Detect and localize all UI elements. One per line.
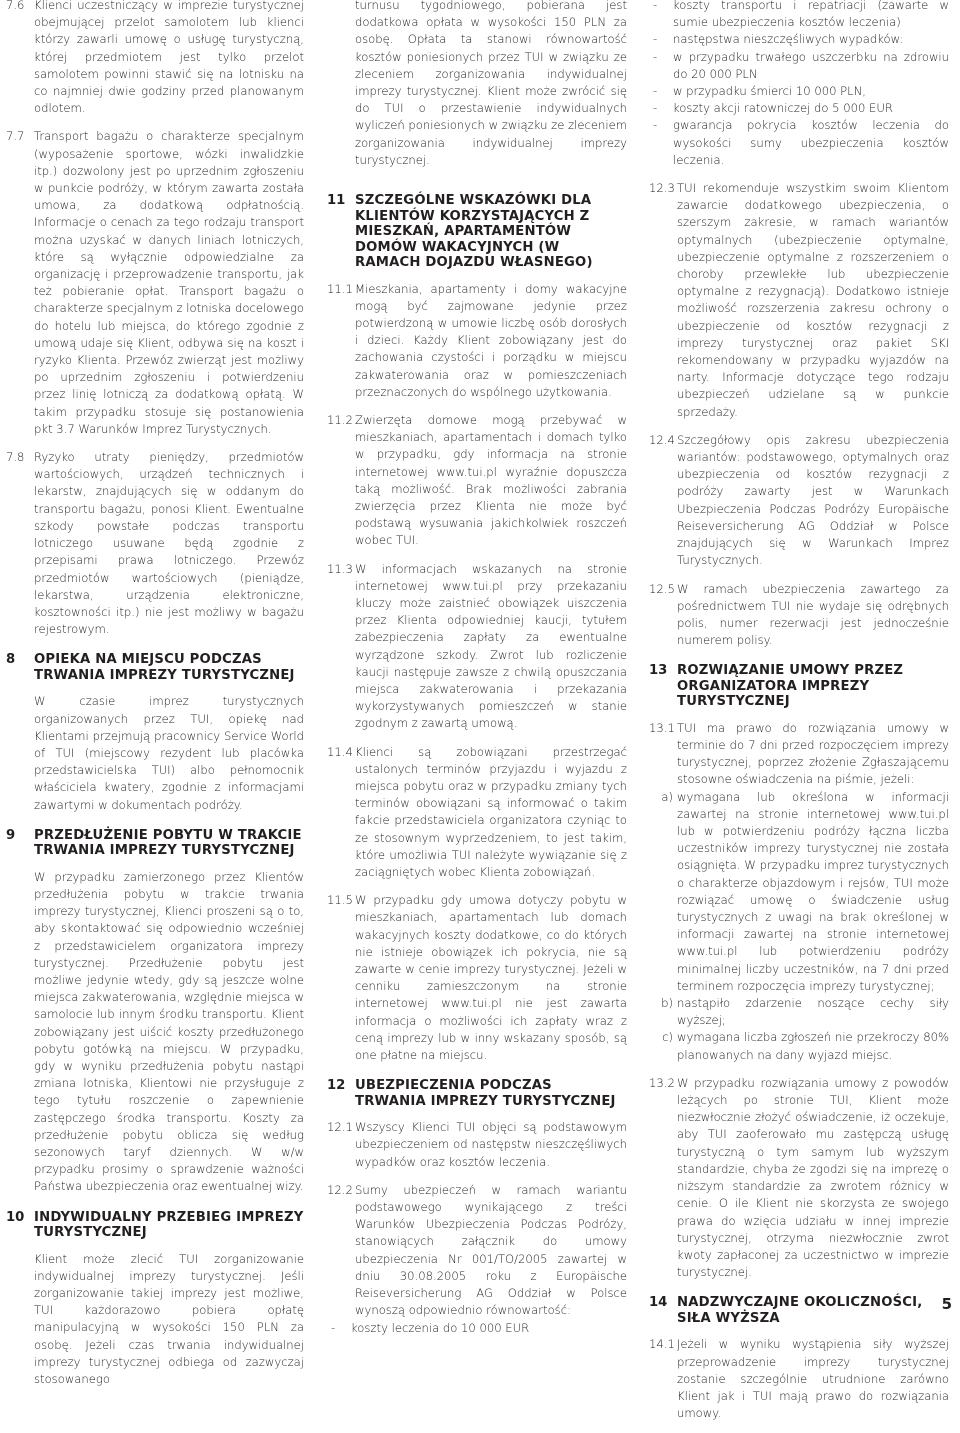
section-title: SZCZEGÓLNE WSKAZÓWKI DLA KLIENTÓW KORZYSTAJĄCYCH Z MIESZKAŃ, APARTAMENTÓW DOMÓW WAKACYJNYCH (W RAMACH DOJAZDU WŁASNEGO): [355, 193, 593, 271]
insurance-list: [327, 1320, 627, 1337]
list-item: [649, 31, 949, 48]
paragraph-11-5: [327, 892, 627, 1064]
list-item-text: koszty transportu i repatriacji (zawarte w sumie ubezpieczenia kosztów leczenia): [673, 0, 949, 30]
section-heading-11: [327, 193, 627, 271]
column-3: [649, 0, 949, 1433]
paragraph-number: 12.4: [649, 432, 675, 447]
section-number: 8: [6, 652, 16, 668]
paragraph-text: W przypadku rozwiązania umowy z powodów leżących po stronie TUI, Klient może niezwłocznie złożyć oświadczenie, iż oczekuje, aby TUI zaoferowało mu zastępczą usługę turystyczną o tym samym lub wyższym standardzie, chyba że zgodzi się na imprezę o niższym standardzie za zwrotem różnicy w cenie. O ile Klient nie skorzysta ze swojego prawa do wzięcia udziału w innej imprezie turystycznej, otrzyma niezwłocznie zwrot kwoty zapłaconej za uczestnictwo w imprezie turystycznej.: [677, 1075, 949, 1280]
list-item: [649, 100, 949, 117]
list-item: [649, 995, 949, 1029]
section-number: 13: [649, 663, 668, 679]
section-heading-10: [6, 1210, 304, 1241]
list-item-text: wymagana lub określona w informacji zawartej na stronie internetowej www.tui.pl lub w potwierdzeniu podróży łączna liczba uczestników imprezy turystycznej nie została osiągnięta. W przypadku imprez turystycznych o charakterze objazdowym i rejsów, TUI może rozwiązać umowę o świadczenie usług turystycznych z uwagi na brak określonej w informacji zawartej na stronie internetowej www.tui.pl lub potwierdzeniu podróży minimalnej liczby uczestników, na 7 dni przed terminem rozpoczęcia imprezy turystycznej;: [677, 789, 949, 993]
paragraph-text: TUI rekomenduje wszystkim swoim Klientom zawarcie dodatkowego ubezpieczenia, o szerszym zakresie, w ramach wariantów optymalnych (ubezpieczenie optymalne, ubezpieczenie optymalne z rozszerzeniem o choroby przewlekłe lub ubezpieczenie optymalne z rezygnacją). Dodatkowo istnieje możliwość rozszerzenia zakresu ochrony o ubezpieczenie od kosztów rezygnacji z imprezy turystycznej oraz pakiet SKI rekomendowany w przypadku wyjazdów na narty. Informacje dotyczące tego rodzaju ubezpieczeń udzielane są w punkcie sprzedaży.: [677, 181, 949, 419]
dash-bullet: -: [653, 84, 658, 99]
section-heading-12: [327, 1078, 627, 1109]
paragraph-number: 12.2: [327, 1182, 353, 1197]
conditions-list: [649, 789, 949, 1064]
paragraph-text: Szczegółowy opis zakresu ubezpieczenia wariantów: podstawowego, optymalnych oraz ubezpieczenia od kosztów rezygnacji z podróży zawarty jest w Warunkach Ubezpieczenia Podczas Podróży Europäische Reiseversicherung AG Oddział w Polsce znajdujących się w Warunkach Imprez Turystycznych.: [677, 432, 949, 568]
paragraph-7-8: [6, 449, 304, 638]
paragraph-7-6: [6, 0, 304, 117]
section-title: INDYWIDUALNY PRZEBIEG IMPREZY TURYSTYCZNEJ: [34, 1209, 304, 1241]
paragraph-12-3: [649, 180, 949, 421]
list-item: [649, 83, 949, 100]
paragraph-11-3: [327, 561, 627, 733]
dash-bullet: -: [653, 118, 658, 133]
paragraph-number: 13.1: [649, 720, 675, 735]
paragraph-number: 11.2: [327, 412, 353, 427]
list-item-text: nastąpiło zdarzenie noszące cechy siły wyższej;: [677, 996, 949, 1028]
paragraph-text: Mieszkania, apartamenty i domy wakacyjne mogą być zajmowane jedynie przez potwierdzoną w umowie liczbę osób dorosłych i dzieci. Każdy Klient zobowiązany jest do zachowania czystości i porządku w miejscu zakwaterowania oraz w pomieszczeniach przeznaczonych do wspólnego użytkowania.: [355, 281, 627, 399]
section-title: OPIEKA NA MIEJSCU PODCZAS TRWANIA IMPREZY TURYSTYCZNEJ: [34, 652, 295, 683]
section-title: NADZWYCZAJNE OKOLICZNOŚCI, SIŁA WYŻSZA: [677, 1295, 923, 1326]
paragraph-number: 11.3: [327, 561, 353, 576]
paragraph-text: Sumy ubezpieczeń w ramach wariantu podstawowego wynikającego z treści Warunków Ubezpieczenia Podczas Podróży, stanowiących załącznik do umowy ubezpieczenia Nr 001/TO/2005 zawartej w dniu 30.08.2005 roku z Europäische Reiseversicherung AG Oddział w Polsce wynoszą odpowiednio równowartość:: [355, 1182, 627, 1318]
column-2: [327, 0, 627, 1348]
section-heading-8: [6, 652, 304, 683]
list-marker: a): [661, 789, 673, 804]
paragraph-text: TUI ma prawo do rozwiązania umowy w terminie do 7 dni przed rozpoczęciem imprezy turystycznej, poprzez złożenie Zgłaszającemu stosowne oświadczenia na piśmie, jeżeli:: [677, 720, 949, 787]
list-item: [649, 49, 949, 83]
paragraph-text: Transport bagażu o charakterze specjalnym (wyposażenie sportowe, wózki inwalidzkie itp.) dozwolony jest po uprzednim zgłoszeniu w punkcie podróży, w którym zawarta została umowa, za dodatkową odpłatnością. Informacje o cenach za tego rodzaju transport można uzyskać w danych liniach lotniczych, które są wyłącznie odpowiedzialne za organizację i przeprowadzenie transportu, jak też pobieranie opłat. Transport bagażu o charakterze specjalnym z lotniska docelowego do hotelu lub miejsca, do którego zgodnie z umową udaje się Klient, odbywa się na koszt i ryzyko Klienta. Przewóz zwierząt jest możliwy po uprzednim zgłoszeniu i potwierdzeniu przez linię lotniczą za dodatkową opłatą. W takim przypadku stosuje się postanowienia pkt 3.7 Warunków Imprez Turystycznych.: [34, 129, 304, 436]
dash-bullet: -: [653, 101, 658, 116]
paragraph-number: 12.1: [327, 1120, 353, 1135]
paragraph-text: Klienci uczestniczący w imprezie turystycznej obejmującej przelot samolotem lub klienci którzy zawarli umowę o usługę turystyczną, której przedmiotem jest tylko przelot samolotem powinni stawić się na lotnisku na co najmniej dwie godziny przed planowanym odlotem.: [34, 0, 304, 116]
section-8-body: W czasie imprez turystycznych organizowanych przez TUI, opiekę nad Klientami przejmują pracownicy Service World of TUI (miejscowy rezydent lub placówka przedstawicielska TUI) albo pełnomocnik właściciela kwatery, zgodnie z informacjami zawartymi w dokumentach podróży.: [34, 694, 304, 812]
section-number: 14: [649, 1295, 668, 1311]
paragraph-11-2: [327, 412, 627, 550]
section-10-body-continued: turnusu tygodniowego, pobierana jest dodatkowa opłata w wysokości 150 PLN za osobę. Opłata ta stanowi równowartość kosztów poniesionych przez TUI w związku ze zleceniem zorganizowania indywidualnej imprezy turystycznej. Klient może zwrócić się do TUI o przestawienie indywidualnych wyliczeń poniesionych w związku ze zleceniem zorganizowania indywidualnej imprezy turystycznej.: [355, 0, 627, 167]
paragraph-number: 11.5: [327, 893, 353, 908]
list-item: [649, 789, 949, 995]
paragraph-12-5: [649, 581, 949, 650]
paragraph-text: Zwierzęta domowe mogą przebywać w mieszkaniach, apartamentach i domach tylko w przypadku, gdy informacja na stronie internetowej www.tui.pl wyraźnie dopuszcza taką możliwość. Brak możliwości zabrania zwierzęcia przez Klienta nie może być podstawą wysuwania jakichkolwiek roszczeń wobec TUI.: [355, 412, 627, 548]
section-number: 11: [327, 193, 346, 209]
paragraph-number: 13.2: [649, 1075, 675, 1090]
page-number: 5: [941, 1295, 952, 1313]
paragraph-11-1: [327, 281, 627, 401]
paragraph-12-4: [649, 432, 949, 570]
paragraph-14-1: [649, 1336, 949, 1422]
paragraph-number: 11.4: [327, 744, 353, 759]
list-item: [649, 1029, 949, 1063]
section-heading-9: [6, 828, 304, 859]
dash-bullet: -: [653, 32, 658, 47]
list-item: [649, 0, 949, 31]
paragraph-text: Ryzyko utraty pieniędzy, przedmiotów wartościowych, urządzeń technicznych i lekarstw, znajdujących się w oddanym do transportu bagażu, ponosi Klient. Ewentualne szkody powstałe podczas transportu lotniczego usuwane będą zgodnie z przepisami prawa lotniczego. Przewóz przedmiotów wartościowych (pieniądze, lekarstwa, urządzenia elektroniczne, kosztowności itp.) nie jest możliwy w bagażu rejestrowym.: [34, 450, 304, 637]
list-item-text: koszty akcji ratowniczej do 5 000 EUR: [673, 101, 893, 116]
paragraph-number: 12.5: [649, 581, 675, 596]
list-item-text: koszty leczenia do 10 000 EUR: [351, 1320, 530, 1335]
section-title: ROZWIĄZANIE UMOWY PRZEZ ORGANIZATORA IMPREZY TURYSTYCZNEJ: [677, 663, 904, 710]
paragraph-number: 11.1: [327, 281, 353, 296]
paragraph-text: W informacjach wskazanych na stronie internetowej www.tui.pl przy przekazaniu kluczy może zaistnieć obowiązek uiszczenia przez Klienta odpowiedniej kaucji, tytułem zabezpieczenia zapłaty za ewentualne wyrządzone szkody. Zwrot lub rozliczenie kaucji następuje zawsze z chwilą opuszczania miejsca zakwaterowania i przekazania wykorzystywanych pomieszczeń w stanie zgodnym z zawartą umową.: [355, 561, 627, 731]
list-item-text: w przypadku śmierci 10 000 PLN,: [673, 84, 866, 99]
list-item: [649, 117, 949, 169]
section-title: UBEZPIECZENIA PODCZAS TRWANIA IMPREZY TURYSTYCZNEJ: [355, 1078, 616, 1109]
dash-bullet: -: [653, 49, 658, 64]
section-heading-13: [649, 663, 949, 710]
list-item-text: wymagana liczba zgłoszeń nie przekroczy 80% planowanych na dany wyjazd miejsc.: [677, 1030, 949, 1062]
section-number: 9: [6, 827, 16, 843]
paragraph-text: W ramach ubezpieczenia zawartego za pośrednictwem TUI nie wydaje się odrębnych polis, numer rezerwacji jest jednocześnie numerem polisy.: [677, 581, 949, 648]
paragraph-11-4: [327, 744, 627, 882]
column-1: [6, 0, 304, 1399]
paragraph-text: W przypadku gdy umowa dotyczy pobytu w mieszkaniach, apartamentach lub domach wakacyjnych koszty dodatkowe, co do których nie istnieje obowiązek ich pokrycia, nie są zawarte w cenie imprezy turystycznej. Jeżeli w cenniku zamieszczonym na stronie internetowej www.tui.pl nie jest zawarta informacja o możliwości ich zapłaty wraz z ceną imprezy lub w inny wskazany sposób, są one płatne na miejscu.: [355, 893, 627, 1063]
paragraph-text: Klienci są zobowiązani przestrzegać ustalonych terminów przyjazdu i wyjazdu z miejsca pobytu oraz w przypadku zmiany tych terminów obowiązani są informować o takim fakcie przedstawiciela organizatora czyniąc to ze stosownym wyprzedzeniem, to jest takim, które umożliwia TUI należyte wywiązanie się z zaciągniętych wobec Klienta zobowiązań.: [355, 744, 627, 880]
dash-bullet: -: [331, 1320, 336, 1335]
section-title: PRZEDŁUŻENIE POBYTU W TRAKCIE TRWANIA IMPREZY TURYSTYCZNEJ: [34, 827, 302, 859]
paragraph-number: 7.6: [6, 0, 25, 12]
section-number: 12: [327, 1078, 346, 1094]
paragraph-7-7: [6, 128, 304, 438]
paragraph-text: Jeżeli w wyniku wystąpienia siły wyższej przeprowadzenie imprezy turystycznej zostanie szczególnie utrudnione zarówno Klient jak i TUI mają prawo do rozwiązania umowy.: [677, 1337, 949, 1421]
section-number: 10: [6, 1209, 25, 1225]
insurance-list-continued: [649, 0, 949, 169]
paragraph-number: 14.1: [649, 1337, 675, 1352]
paragraph-12-1: [327, 1119, 627, 1171]
paragraph-12-2: [327, 1182, 627, 1320]
list-item-text: gwarancja pokrycia kosztów leczenia do wysokości sumy ubezpieczenia kosztów leczenia.: [673, 118, 949, 167]
paragraph-number: 7.8: [6, 450, 25, 465]
section-10-body: Klient może zlecić TUI zorganizowanie indywidualnej imprezy turystycznej. Jeśli zorganizowanie takiej imprezy jest możliwe, TUI każdorazowo pobiera opłatę manipulacyjną w wysokości 150 PLN za osobę. Jeżeli czas trwania indywidualnej imprezy turystycznej odbiega od zazwyczaj stosowanego: [34, 1251, 304, 1387]
list-item: [327, 1320, 627, 1337]
paragraph-number: 12.3: [649, 181, 675, 196]
paragraph-text: Wszyscy Klienci TUI objęci są podstawowym ubezpieczeniem od następstw nieszczęśliwych wypadków oraz kosztów leczenia.: [355, 1120, 627, 1169]
list-marker: b): [661, 996, 673, 1011]
paragraph-number: 7.7: [6, 129, 25, 144]
list-marker: c): [662, 1030, 673, 1045]
list-item-text: następstwa nieszczęśliwych wypadków:: [673, 32, 904, 47]
section-9-body: W przypadku zamierzonego przez Klientów przedłużenia pobytu w trakcie trwania imprezy turystycznej, Klienci proszeni są o to, aby skontaktować się odpowiednio wcześniej z przedstawicielem organizatora imprezy turystycznej. Przedłużenie pobytu jest możliwe jedynie wtedy, gdy są jeszcze wolne miejsca zakwaterowania, względnie miejsca w samolocie lub innym środku transportu. Klient zobowiązany jest uiścić koszty przedłużonego pobytu gotówką na miejscu. W przypadku, gdy w wyniku przedłużenia pobytu nastąpi zmiana lotniska, Klientowi nie przysługuje z tego tytułu roszczenie o zapewnienie zastępczego środka transportu. Koszty za przedłużenie pobytu oblicza się według sezonowych taryf dziennych. W w/w przypadku prosimy o sprawdzenie ważności Państwa ubezpieczenia oraz ewentualnej wizy.: [34, 869, 304, 1194]
paragraph-13-1: [649, 720, 949, 789]
section-heading-14: [649, 1295, 949, 1326]
paragraph-13-2: [649, 1075, 949, 1281]
dash-bullet: -: [653, 0, 658, 12]
list-item-text: w przypadku trwałego uszczerbku na zdrowiu do 20 000 PLN: [673, 49, 949, 81]
